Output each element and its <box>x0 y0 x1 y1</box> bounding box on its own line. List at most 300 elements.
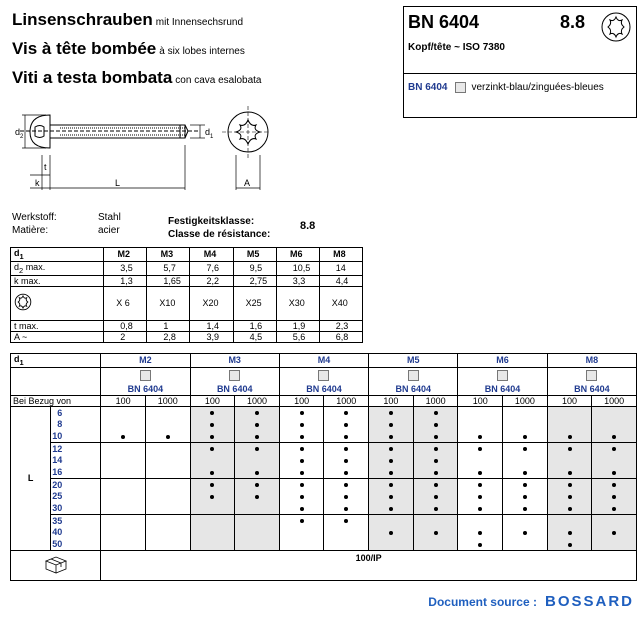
avail-cell <box>592 442 637 454</box>
label-l: L <box>115 178 121 188</box>
bn-checkbox[interactable] <box>318 370 329 381</box>
available-dot <box>210 435 214 439</box>
available-dot <box>523 435 527 439</box>
avail-cell <box>458 526 503 538</box>
box-icon <box>43 554 69 574</box>
available-dot <box>612 483 616 487</box>
avail-cell <box>235 502 280 514</box>
dims-cell: 3,3 <box>276 275 319 286</box>
avail-cell <box>369 442 414 454</box>
avail-cell <box>279 418 324 430</box>
d1-sub: 1 <box>19 251 24 261</box>
available-dot <box>434 447 438 451</box>
avail-cell <box>324 526 369 538</box>
dims-row-label <box>11 261 104 275</box>
dims-cell: 1 <box>147 320 190 331</box>
dims-cell: 4,5 <box>233 331 276 342</box>
avail-length-row <box>11 430 637 442</box>
d1-label: d <box>14 354 20 364</box>
qty-header: 1000 <box>235 395 280 406</box>
avail-cell <box>101 502 146 514</box>
available-dot <box>300 495 304 499</box>
avail-cell <box>145 526 190 538</box>
avail-cell <box>101 526 146 538</box>
avail-cell <box>101 442 146 454</box>
bn-checkbox[interactable] <box>229 370 240 381</box>
bn-checkbox[interactable] <box>497 370 508 381</box>
l-label: L <box>11 406 51 550</box>
title-line <box>12 39 261 68</box>
dims-cell: 2,2 <box>190 275 233 286</box>
avail-cell <box>547 538 592 550</box>
avail-cell <box>235 406 280 418</box>
label-d2-sub: 2 <box>20 134 24 140</box>
avail-cell <box>324 478 369 490</box>
avail-cell <box>413 454 458 466</box>
dims-cell: 5,7 <box>147 261 190 275</box>
length-value: 30 <box>51 502 101 514</box>
avail-cell <box>458 514 503 526</box>
avail-bn-empty <box>11 367 101 395</box>
qty-header: 1000 <box>324 395 369 406</box>
divider <box>404 73 636 74</box>
available-dot <box>210 495 214 499</box>
avail-qty-row <box>11 395 637 406</box>
dims-cell: 10,5 <box>276 261 319 275</box>
finish-checkbox[interactable] <box>455 82 466 93</box>
avail-cell <box>235 466 280 478</box>
avail-cell <box>369 418 414 430</box>
row-label-rest: max. <box>23 261 46 272</box>
avail-cell <box>503 406 548 418</box>
avail-cell <box>145 430 190 442</box>
avail-cell <box>279 490 324 502</box>
avail-cell <box>592 502 637 514</box>
avail-cell <box>190 478 235 490</box>
avail-cell <box>503 478 548 490</box>
avail-cell <box>279 442 324 454</box>
bn-label: BN 6404 <box>216 383 253 394</box>
available-dot <box>478 435 482 439</box>
avail-bn-cell <box>101 367 190 395</box>
length-value: 14 <box>51 454 101 466</box>
size-header: M3 <box>147 248 190 262</box>
pack-label: 100/IP <box>101 550 637 580</box>
dims-cell: 5,6 <box>276 331 319 342</box>
available-dot <box>344 483 348 487</box>
dims-cell: X40 <box>319 286 362 320</box>
avail-cell <box>503 418 548 430</box>
avail-size-row <box>11 354 637 368</box>
material-label-de: Werkstoff: <box>12 212 57 223</box>
avail-cell <box>458 466 503 478</box>
strength-labels <box>168 215 270 241</box>
available-dot <box>478 483 482 487</box>
avail-cell <box>547 526 592 538</box>
bn-checkbox[interactable] <box>140 370 151 381</box>
avail-cell <box>145 502 190 514</box>
avail-cell <box>324 490 369 502</box>
avail-cell <box>190 490 235 502</box>
strength-label-fr: Classe de résistance: <box>168 229 271 240</box>
bn-checkbox[interactable] <box>408 370 419 381</box>
avail-cell <box>190 442 235 454</box>
available-dot <box>568 507 572 511</box>
dims-row <box>11 286 363 320</box>
bn-label: BN 6404 <box>484 383 521 394</box>
avail-cell <box>190 502 235 514</box>
available-dot <box>344 423 348 427</box>
available-dot <box>389 423 393 427</box>
available-dot <box>568 531 572 535</box>
material-value-fr: acier <box>98 225 120 236</box>
avail-cell <box>235 538 280 550</box>
available-dot <box>478 507 482 511</box>
avail-cell <box>145 418 190 430</box>
qty-header: 100 <box>190 395 235 406</box>
availability-table <box>10 353 637 581</box>
avail-length-row <box>11 502 637 514</box>
bn-label: BN 6404 <box>306 383 342 394</box>
avail-cell <box>547 502 592 514</box>
available-dot <box>300 447 304 451</box>
avail-length-row <box>11 442 637 454</box>
avail-cell <box>235 430 280 442</box>
avail-size-header: M4 <box>279 354 368 368</box>
torx-drive-icon <box>601 12 631 42</box>
label-t: t <box>44 162 47 172</box>
length-value: 35 <box>51 514 101 526</box>
dims-cell: 2,75 <box>233 275 276 286</box>
available-dot <box>210 471 214 475</box>
avail-cell <box>190 430 235 442</box>
document-source <box>428 593 634 610</box>
avail-cell <box>324 466 369 478</box>
available-dot <box>478 531 482 535</box>
avail-cell <box>235 442 280 454</box>
avail-cell <box>458 538 503 550</box>
avail-cell <box>592 514 637 526</box>
avail-cell <box>413 514 458 526</box>
length-value: 16 <box>51 466 101 478</box>
available-dot <box>389 447 393 451</box>
avail-cell <box>279 478 324 490</box>
dims-cell: X10 <box>147 286 190 320</box>
dims-row-label <box>11 320 104 331</box>
dims-cell: 1,4 <box>190 320 233 331</box>
avail-cell <box>145 466 190 478</box>
avail-cell <box>324 406 369 418</box>
avail-cell <box>190 454 235 466</box>
avail-cell <box>547 514 592 526</box>
dims-cell: X25 <box>233 286 276 320</box>
strength-value: 8.8 <box>300 220 316 232</box>
avail-cell <box>458 502 503 514</box>
available-dot <box>389 459 393 463</box>
dims-cell: 6,8 <box>319 331 362 342</box>
avail-cell <box>190 466 235 478</box>
avail-cell <box>369 490 414 502</box>
avail-cell <box>101 514 146 526</box>
available-dot <box>255 435 259 439</box>
available-dot <box>434 411 438 415</box>
title-main: Linsenschrauben <box>12 10 153 29</box>
avail-cell <box>458 454 503 466</box>
available-dot <box>389 483 393 487</box>
avail-cell <box>503 526 548 538</box>
dims-cell: 0,8 <box>104 320 147 331</box>
avail-cell <box>592 526 637 538</box>
available-dot <box>210 447 214 451</box>
available-dot <box>210 411 214 415</box>
available-dot <box>210 423 214 427</box>
available-dot <box>523 471 527 475</box>
avail-size-header: M2 <box>101 354 190 368</box>
available-dot <box>389 531 393 535</box>
row-label-text: k max. <box>14 275 41 286</box>
avail-cell <box>547 454 592 466</box>
avail-cell <box>592 478 637 490</box>
available-dot <box>344 507 348 511</box>
qty-header: 100 <box>279 395 324 406</box>
qty-header: 1000 <box>592 395 637 406</box>
available-dot <box>523 507 527 511</box>
dims-cell: 4,4 <box>319 275 362 286</box>
avail-cell <box>279 454 324 466</box>
dimensions-table <box>10 247 363 343</box>
avail-cell <box>547 418 592 430</box>
avail-cell <box>592 466 637 478</box>
row-label-text: A ~ <box>14 331 28 342</box>
dims-row-label <box>11 286 104 320</box>
avail-cell <box>369 478 414 490</box>
avail-bn-cell <box>190 367 279 395</box>
avail-cell <box>190 538 235 550</box>
avail-bn-cell <box>279 367 368 395</box>
avail-cell <box>101 538 146 550</box>
available-dot <box>255 483 259 487</box>
avail-cell <box>279 514 324 526</box>
dims-cell: 14 <box>319 261 362 275</box>
avail-cell <box>592 538 637 550</box>
avail-cell <box>458 442 503 454</box>
avail-cell <box>458 478 503 490</box>
avail-bn-cell <box>458 367 547 395</box>
material-label-fr: Matière: <box>12 225 49 236</box>
spec-box <box>403 6 637 118</box>
avail-cell <box>324 442 369 454</box>
available-dot <box>612 447 616 451</box>
avail-cell <box>101 454 146 466</box>
avail-cell <box>279 526 324 538</box>
source-label: Document source : <box>428 594 537 609</box>
available-dot <box>389 495 393 499</box>
available-dot <box>523 483 527 487</box>
avail-cell <box>413 478 458 490</box>
avail-length-row <box>11 514 637 526</box>
avail-cell <box>145 538 190 550</box>
avail-cell <box>413 502 458 514</box>
torx-drive-icon <box>14 293 32 311</box>
avail-cell <box>145 406 190 418</box>
avail-cell <box>369 526 414 538</box>
avail-cell <box>190 526 235 538</box>
available-dot <box>434 483 438 487</box>
qty-header: 1000 <box>413 395 458 406</box>
strength-label-de: Festigkeitsklasse: <box>168 216 255 227</box>
size-header: M2 <box>104 248 147 262</box>
available-dot <box>568 471 572 475</box>
qty-header: 1000 <box>145 395 190 406</box>
avail-size-header: M6 <box>458 354 547 368</box>
title-main: Viti a testa bombata <box>12 68 173 87</box>
length-value: 12 <box>51 442 101 454</box>
finish-row <box>408 82 604 93</box>
available-dot <box>255 495 259 499</box>
avail-bn-cell <box>547 367 636 395</box>
available-dot <box>389 471 393 475</box>
available-dot <box>434 507 438 511</box>
dims-header-row <box>11 248 363 262</box>
avail-cell <box>369 406 414 418</box>
avail-cell <box>145 442 190 454</box>
avail-cell <box>324 514 369 526</box>
available-dot <box>344 447 348 451</box>
label-d1-sub: 1 <box>210 134 214 140</box>
available-dot <box>612 495 616 499</box>
avail-cell <box>503 454 548 466</box>
avail-cell <box>235 454 280 466</box>
available-dot <box>434 495 438 499</box>
available-dot <box>344 411 348 415</box>
avail-cell <box>369 454 414 466</box>
avail-cell <box>503 466 548 478</box>
available-dot <box>255 423 259 427</box>
title-main: Vis à tête bombée <box>12 39 157 58</box>
avail-cell <box>235 490 280 502</box>
avail-cell <box>279 502 324 514</box>
label-k: k <box>35 178 40 188</box>
available-dot <box>478 447 482 451</box>
avail-cell <box>547 490 592 502</box>
available-dot <box>300 423 304 427</box>
size-header: M4 <box>190 248 233 262</box>
avail-length-row <box>11 454 637 466</box>
available-dot <box>478 495 482 499</box>
pack-icon-cell <box>11 550 101 580</box>
available-dot <box>523 495 527 499</box>
avail-cell <box>503 490 548 502</box>
bn-checkbox[interactable] <box>586 370 597 381</box>
avail-cell <box>190 418 235 430</box>
avail-cell <box>235 418 280 430</box>
dims-cell: 2,8 <box>147 331 190 342</box>
dims-row <box>11 320 363 331</box>
avail-cell <box>324 430 369 442</box>
avail-cell <box>101 490 146 502</box>
size-header: M6 <box>276 248 319 262</box>
row-label-sub: 2 <box>19 265 24 275</box>
avail-cell <box>413 406 458 418</box>
dims-cell: 1,65 <box>147 275 190 286</box>
available-dot <box>612 435 616 439</box>
material-value-de: Stahl <box>98 212 121 223</box>
avail-cell <box>101 406 146 418</box>
finish-description: verzinkt-blau/zinguées-bleues <box>471 82 604 93</box>
avail-length-row <box>11 490 637 502</box>
available-dot <box>344 471 348 475</box>
finish-code: BN 6404 <box>408 82 448 93</box>
d1-sub: 1 <box>19 357 24 367</box>
avail-cell <box>547 430 592 442</box>
avail-size-header: M8 <box>547 354 636 368</box>
available-dot <box>434 459 438 463</box>
title-sub: con cava esalobata <box>175 75 262 86</box>
screw-drawing <box>10 100 270 200</box>
avail-cell <box>369 430 414 442</box>
available-dot <box>523 447 527 451</box>
dims-row <box>11 275 363 286</box>
avail-cell <box>145 490 190 502</box>
avail-cell <box>413 442 458 454</box>
available-dot <box>612 507 616 511</box>
avail-cell <box>369 538 414 550</box>
avail-length-row <box>11 526 637 538</box>
avail-cell <box>592 418 637 430</box>
avail-cell <box>413 526 458 538</box>
available-dot <box>210 483 214 487</box>
title-sub: à six lobes internes <box>159 46 245 57</box>
available-dot <box>478 543 482 547</box>
avail-cell <box>101 418 146 430</box>
avail-cell <box>503 442 548 454</box>
dims-cell: X30 <box>276 286 319 320</box>
avail-cell <box>413 418 458 430</box>
avail-cell <box>279 430 324 442</box>
dims-row-label <box>11 331 104 342</box>
avail-cell <box>592 454 637 466</box>
avail-cell <box>547 466 592 478</box>
length-value: 20 <box>51 478 101 490</box>
label-a: A <box>244 178 251 188</box>
dims-header-label <box>11 248 104 262</box>
avail-size-header: M3 <box>190 354 279 368</box>
length-value: 8 <box>51 418 101 430</box>
avail-cell <box>279 406 324 418</box>
avail-d1-label <box>11 354 101 368</box>
available-dot <box>568 435 572 439</box>
avail-cell <box>369 466 414 478</box>
avail-length-row <box>11 466 637 478</box>
avail-cell <box>503 502 548 514</box>
avail-cell <box>235 526 280 538</box>
available-dot <box>434 531 438 535</box>
avail-cell <box>458 418 503 430</box>
available-dot <box>300 459 304 463</box>
length-value: 10 <box>51 430 101 442</box>
length-value: 25 <box>51 490 101 502</box>
qty-header: 1000 <box>503 395 548 406</box>
available-dot <box>121 435 125 439</box>
available-dot <box>300 483 304 487</box>
avail-cell <box>592 430 637 442</box>
size-header: M5 <box>233 248 276 262</box>
title-line <box>12 10 261 39</box>
grade-value: 8.8 <box>560 12 586 32</box>
bossard-logo: BOSSARD <box>544 593 634 610</box>
size-header: M8 <box>319 248 362 262</box>
bn-label: BN 6404 <box>574 383 610 394</box>
